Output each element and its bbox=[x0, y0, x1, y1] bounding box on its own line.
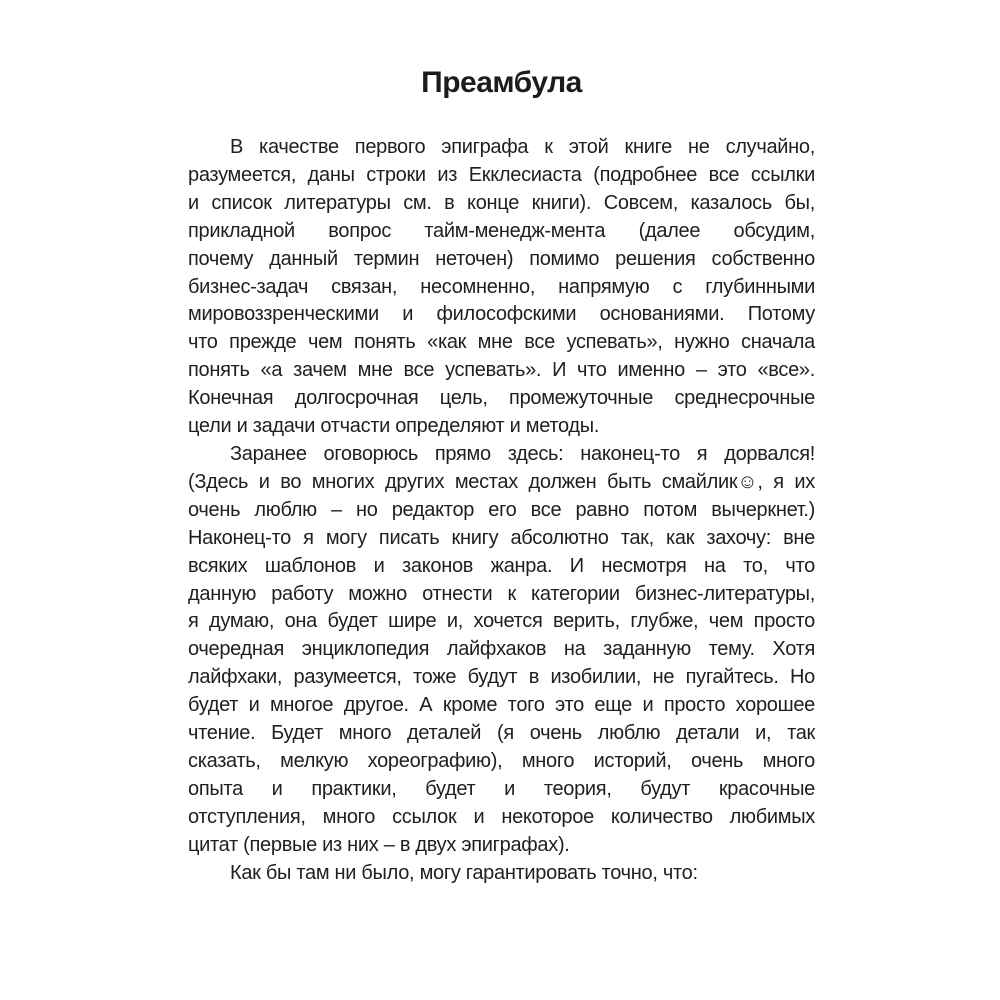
text-line: В качестве первого эпиграфа к этой книге не случайно, bbox=[230, 136, 815, 158]
text-line: будет и многое другое. А кроме того это еще и просто хорошее bbox=[188, 694, 815, 717]
text-line: очередная энциклопедия лайфхаков на заданную тему. Хотя bbox=[188, 638, 815, 661]
chapter-title: Преамбула bbox=[421, 66, 582, 99]
text-line: очень люблю – но редактор его все равно потом вычеркнет.) bbox=[188, 498, 815, 521]
text-line: сказать, мелкую хореографию), много историй, очень много bbox=[188, 749, 815, 772]
text-line: и список литературы см. в конце книги). Совсем, казалось бы, bbox=[188, 191, 815, 214]
text-line: что прежде чем понять «как мне все успевать», нужно сначала bbox=[188, 331, 815, 354]
text-line: разумеется, даны строки из Екклесиаста (подробнее все ссылки bbox=[188, 163, 815, 186]
text-line: лайфхаки, разумеется, тоже будут в изобилии, не пугайтесь. Но bbox=[188, 666, 815, 689]
text-line: данную работу можно отнести к категории бизнес-литературы, bbox=[188, 582, 815, 605]
text-line: отступления, много ссылок и некоторое количество любимых bbox=[188, 805, 815, 828]
text-line: мировоззренческими и философскими основаниями. Потому bbox=[188, 303, 815, 326]
text-line: бизнес-задач связан, несомненно, напрямую с глубинными bbox=[188, 275, 815, 298]
text-line: прикладной вопрос тайм-менедж-мента (далее обсудим, bbox=[188, 219, 815, 242]
text-line: я думаю, она будет шире и, хочется верить, глубже, чем просто bbox=[188, 610, 815, 633]
text-line: Конечная долгосрочная цель, промежуточные среднесрочные bbox=[188, 387, 815, 410]
text-line: цитат (первые из них – в двух эпиграфах). bbox=[188, 833, 570, 856]
text-line: Как бы там ни было, могу гарантировать точно, что: bbox=[230, 861, 698, 884]
text-line: понять «а зачем мне все успевать». И что именно – это «все». bbox=[188, 359, 815, 382]
text-line: Заранее оговорюсь прямо здесь: наконец-то я дорвался! bbox=[230, 442, 815, 465]
text-line: опыта и практики, будет и теория, будут красочные bbox=[188, 777, 815, 800]
text-line: почему данный термин неточен) помимо решения собственно bbox=[188, 247, 815, 270]
text-line: всяких шаблонов и законов жанра. И несмотря на то, что bbox=[188, 554, 815, 577]
page-body bbox=[188, 134, 815, 887]
text-line: чтение. Будет много деталей (я очень люблю детали и, так bbox=[188, 722, 815, 745]
text-line: Наконец-то я могу писать книгу абсолютно так, как захочу: вне bbox=[188, 526, 815, 549]
text-line: цели и задачи отчасти определяют и методы. bbox=[188, 415, 600, 438]
text-line: (Здесь и во многих других местах должен быть смайлик☺, я их bbox=[188, 470, 815, 493]
